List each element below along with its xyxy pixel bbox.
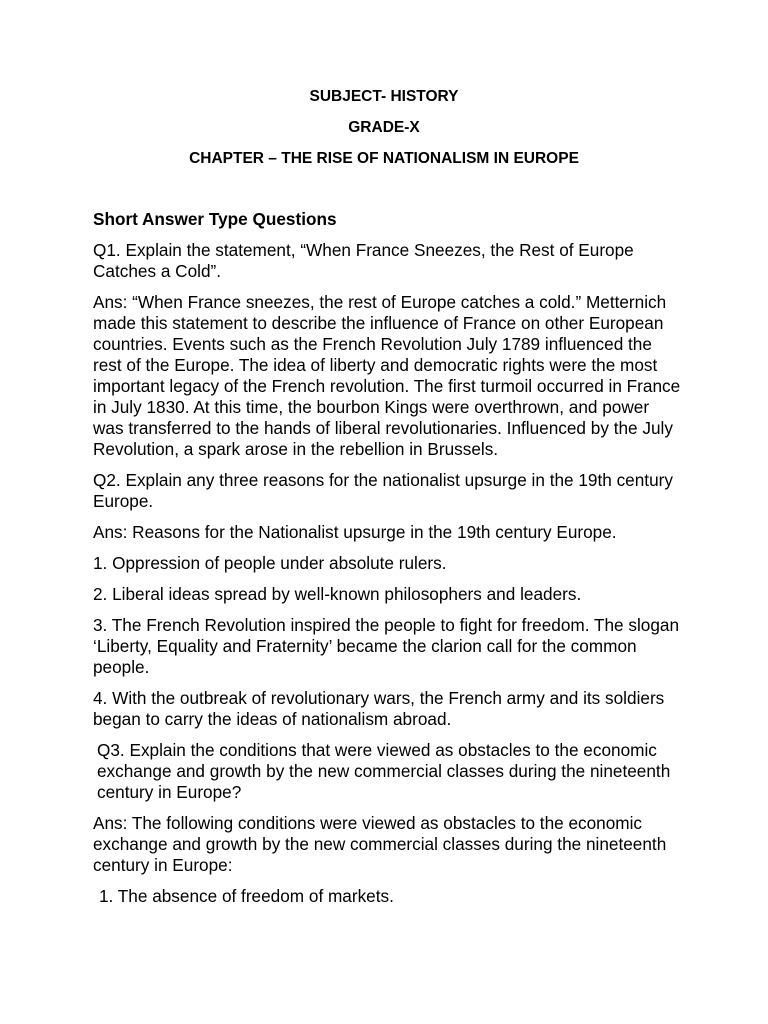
answer-2-intro: Ans: Reasons for the Nationalist upsurge in the 19th century Europe. — [93, 522, 617, 542]
answer-1: Ans: “When France sneezes, the rest of Europe catches a cold.” Metternich made this statement to describe the influence of France on other European countries. Events such as the French Revolution July 1789 influenced the rest of the Europe. The idea of liberty and democratic rights were the most important legacy of the French revolution. The first turmoil occurred in France in July 1830. At this time, the bourbon Kings were overthrown, and power was transferred to the hands of liberal revolutionaries. Influenced by the July Revolution, a spark arose in the rebellion in Brussels. — [93, 292, 681, 459]
answer-2-point-1: 1. Oppression of people under absolute rulers. — [93, 553, 447, 573]
answer-3-intro: Ans: The following conditions were viewed as obstacles to the economic exchange and growth by the new commercial classes during the nineteenth century in Europe: — [93, 813, 667, 875]
subject-heading: SUBJECT- HISTORY — [309, 88, 459, 105]
grade-heading: GRADE-X — [348, 119, 420, 136]
chapter-heading: CHAPTER – THE RISE OF NATIONALISM IN EUROPE — [189, 150, 579, 167]
question-3: Q3. Explain the conditions that were viewed as obstacles to the economic exchange and growth by the new commercial classes during the nineteenth century in Europe? — [97, 740, 671, 802]
answer-2-point-4: 4. With the outbreak of revolutionary wars, the French army and its soldiers began to carry the ideas of nationalism abroad. — [93, 688, 665, 729]
section-title: Short Answer Type Questions — [93, 209, 337, 229]
answer-3-point-1: 1. The absence of freedom of markets. — [99, 886, 394, 906]
document-body — [93, 209, 683, 917]
question-1: Q1. Explain the statement, “When France Sneezes, the Rest of Europe Catches a Cold”. — [93, 240, 634, 281]
question-2: Q2. Explain any three reasons for the nationalist upsurge in the 19th century Europe. — [93, 470, 673, 511]
answer-2-point-2: 2. Liberal ideas spread by well-known philosophers and leaders. — [93, 584, 582, 604]
answer-2-point-3: 3. The French Revolution inspired the people to fight for freedom. The slogan ‘Liberty, Equality and Fraternity’ became the clarion call for the common people. — [93, 615, 680, 677]
